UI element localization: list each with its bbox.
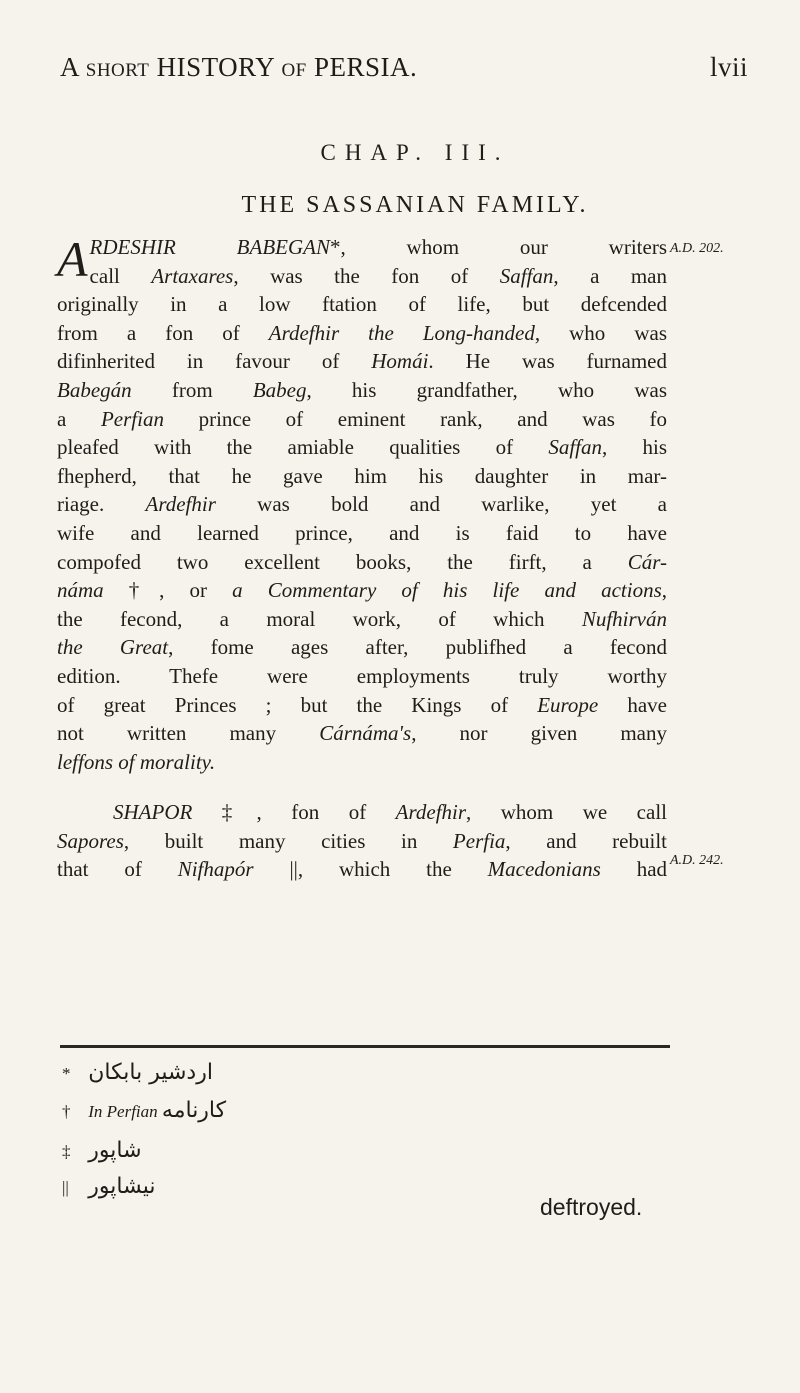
italic-text: the Great <box>57 635 169 660</box>
chapter-label: CHAP. III. <box>320 140 510 165</box>
text-line <box>57 748 667 777</box>
persian-text: شاپور <box>88 1138 142 1163</box>
running-title <box>60 52 417 83</box>
italic-text: Ardefhir <box>395 800 467 825</box>
drop-cap: A <box>57 231 88 287</box>
text-run: originally in a low ftation of life, but defcended <box>57 292 667 317</box>
text-line <box>57 548 667 577</box>
footnote <box>62 1098 226 1123</box>
italic-text: Europe <box>537 692 599 717</box>
italic-text: Saffan <box>499 263 554 288</box>
italic-text: Cárnáma's <box>319 721 412 746</box>
text-run: from <box>131 377 253 402</box>
text-run: the fecond, a moral work, of which <box>57 606 582 631</box>
text-run: a <box>57 406 101 431</box>
text-run: was bold and warlike, yet a <box>215 492 667 517</box>
catchword: deftroyed. <box>540 1194 643 1220</box>
margin-date-note: A.D. 202. <box>670 241 724 256</box>
running-title-word: PERSIA. <box>314 52 418 82</box>
footnote-rule <box>60 1045 670 1048</box>
text-run: not written many <box>57 721 320 746</box>
text-line <box>57 462 667 491</box>
italic-text: Sapores <box>57 828 124 853</box>
text-run: , who was <box>534 320 667 345</box>
footnote-mark: || <box>62 1178 69 1197</box>
footnote-mark: * <box>62 1064 71 1083</box>
text-line <box>57 576 667 605</box>
body-text <box>57 233 667 884</box>
text-line <box>57 662 667 691</box>
text-line <box>57 691 667 720</box>
footnote-text: In Perfian <box>88 1102 158 1121</box>
paragraph-shapor <box>57 798 667 884</box>
text-run: †, or <box>103 578 233 603</box>
running-title-word: OF <box>281 60 307 81</box>
footnote-mark: † <box>62 1102 71 1121</box>
text-run: , and rebuilt <box>505 828 667 853</box>
text-run: , built many cities in <box>123 828 453 853</box>
footnote <box>62 1138 142 1163</box>
running-head <box>60 52 748 102</box>
text-line <box>57 233 667 262</box>
text-run: , nor given many <box>411 721 667 746</box>
footnote <box>62 1060 213 1085</box>
text-run: , whom we call <box>466 800 667 825</box>
running-title-word: SHORT <box>85 60 150 81</box>
text-run: difinherited in favour of <box>57 349 372 374</box>
text-run: wife and learned prince, and is faid to have <box>57 520 667 545</box>
italic-text: Perfian <box>100 406 164 431</box>
italic-text: leffons of morality. <box>57 749 216 774</box>
text-run: , was the fon of <box>233 263 500 288</box>
italic-text: Homái <box>371 349 429 374</box>
text-line <box>57 719 667 748</box>
text-line <box>57 319 667 348</box>
text-line <box>57 262 667 291</box>
text-run: prince of eminent rank, and was fo <box>163 406 667 431</box>
text-run: ‡, fon of <box>192 800 396 825</box>
persian-text: كارنامه <box>161 1098 227 1123</box>
footnote-mark: ‡ <box>62 1142 71 1161</box>
text-run: fhepherd, that he gave him his daughter in mar- <box>57 463 667 488</box>
italic-text: Macedonians <box>487 857 601 882</box>
text-line <box>57 855 667 884</box>
text-run: , his grandfather, who was <box>306 377 667 402</box>
text-run: edition. Thefe were employments truly worthy <box>57 663 667 688</box>
italic-text: Babeg <box>252 377 307 402</box>
italic-text: Ardefhir <box>145 492 216 517</box>
text-run: , fome ages after, publifhed a fecond <box>168 635 667 660</box>
italic-text: Babegán <box>57 377 132 402</box>
footnote <box>62 1174 155 1199</box>
italic-text: Nifhapór <box>177 857 254 882</box>
margin-date-note: A.D. 242. <box>670 853 724 868</box>
text-run: riage. <box>57 492 146 517</box>
chapter-title: THE SASSANIAN FAMILY. <box>241 192 589 218</box>
text-line <box>57 405 667 434</box>
running-title-word: A <box>60 52 79 82</box>
text-line <box>57 605 667 634</box>
text-run: . He was furnamed <box>428 349 668 374</box>
persian-text: نيشاپور <box>88 1174 156 1199</box>
italic-text: Artaxares <box>151 263 234 288</box>
text-run: have <box>598 692 667 717</box>
text-line <box>57 433 667 462</box>
text-line <box>57 519 667 548</box>
text-run: *, whom our writers <box>329 235 667 259</box>
italic-text: a Commentary of his life and actions <box>232 578 662 603</box>
page-number: lvii <box>709 52 748 82</box>
italic-text: RDESHIR BABEGAN <box>89 235 330 259</box>
text-line <box>57 347 667 376</box>
running-title-word: HISTORY <box>156 52 275 82</box>
italic-text: SHAPOR <box>113 800 193 825</box>
text-run: had <box>600 857 668 882</box>
text-line <box>57 633 667 662</box>
italic-text: Nufhirván <box>581 606 667 631</box>
text-run: of great Princes ; but the Kings of <box>57 692 538 717</box>
text-run: , his <box>602 435 667 460</box>
text-run: call <box>89 263 152 288</box>
text-run: compofed two excellent books, the firft, a <box>57 549 628 574</box>
text-run: ||, which the <box>253 857 488 882</box>
persian-text: اردشير بابكان <box>88 1060 213 1085</box>
text-run: that of <box>57 857 178 882</box>
italic-text: Saffan <box>548 435 602 460</box>
text-run: , <box>661 578 667 603</box>
text-run: from a fon of <box>57 320 269 345</box>
text-line <box>57 290 667 319</box>
text-line <box>57 376 667 405</box>
text-line <box>57 798 667 827</box>
text-line <box>57 827 667 856</box>
text-line <box>57 490 667 519</box>
italic-text: Cár- <box>627 549 667 574</box>
italic-text: Perfia <box>452 828 506 853</box>
text-run: pleafed with the amiable qualities of <box>57 435 549 460</box>
italic-text: Ardefhir the Long-handed <box>268 320 535 345</box>
paragraph-ardeshir <box>57 233 667 776</box>
text-run: , a man <box>553 263 667 288</box>
italic-text: náma <box>57 578 104 603</box>
